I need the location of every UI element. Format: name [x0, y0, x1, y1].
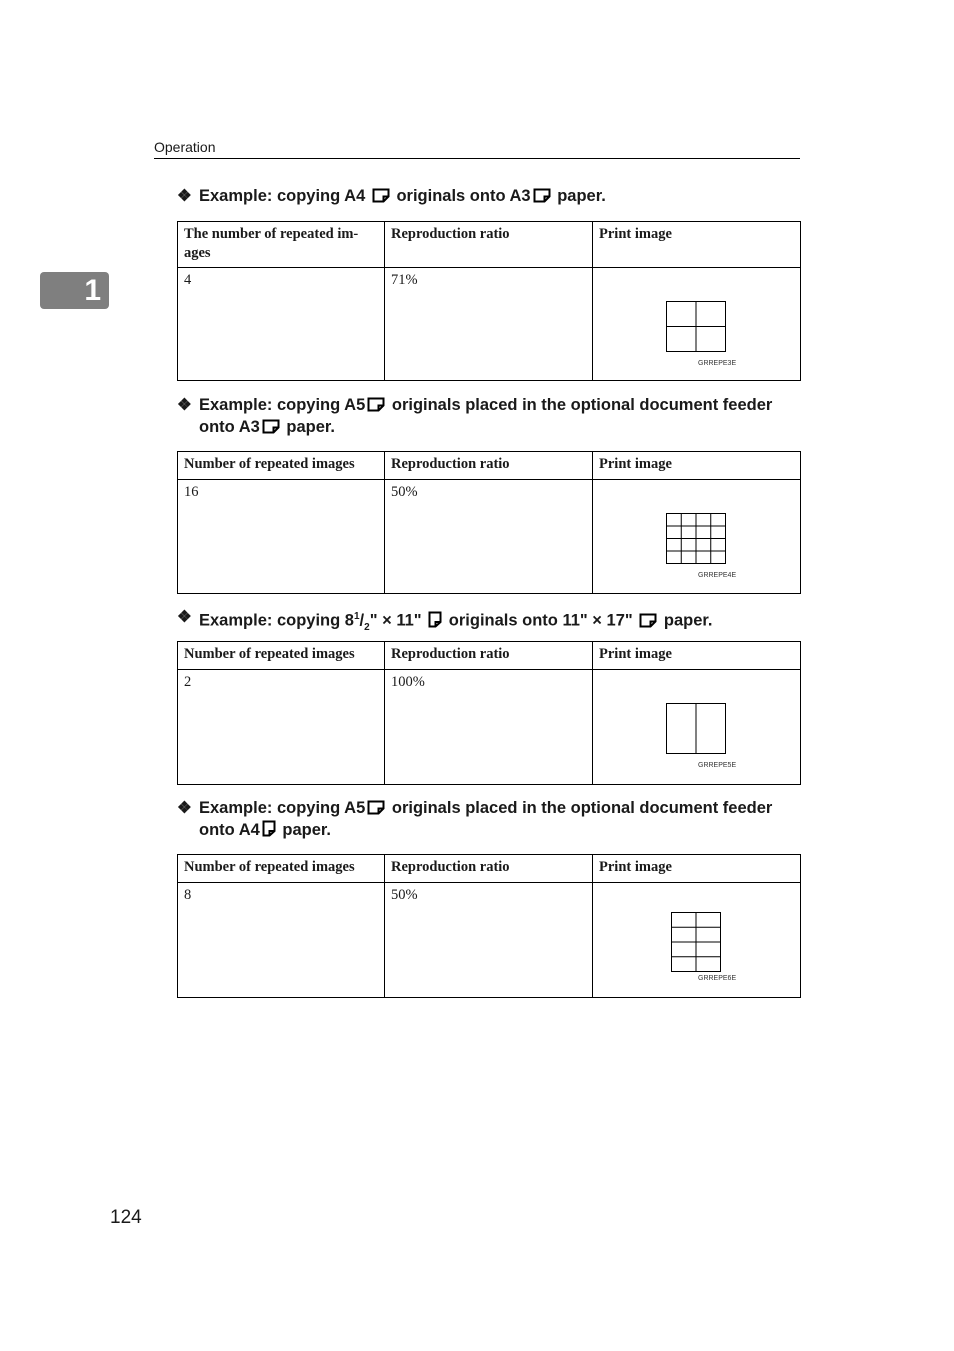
diamond-bullet-icon: ❖ [177, 799, 192, 817]
print-image-cell [593, 480, 801, 594]
example-table-4 [177, 854, 801, 998]
example-table-3 [177, 641, 801, 785]
column-header-print-image: Print image [593, 642, 801, 670]
column-header-print-image: Print image [593, 222, 801, 268]
section-title-3: ❖ Example: copying $8^1/_2$" × 11" originals onto 11" × 17" paper. [177, 608, 713, 633]
landscape-paper-icon [367, 397, 385, 412]
image-code: GRREPE6E [698, 975, 737, 982]
ratio-cell: 50% [385, 480, 593, 594]
portrait-paper-icon [262, 820, 276, 837]
landscape-paper-icon [367, 800, 385, 815]
chapter-number: 1 [84, 273, 101, 307]
column-header-ratio: Reproduction ratio [385, 452, 593, 480]
diamond-bullet-icon: ❖ [177, 396, 192, 414]
section-title-4: ❖ Example: copying A5 originals placed in the optional document feeder onto A4 paper. [177, 799, 773, 839]
page-number: 124 [110, 1207, 142, 1228]
column-header-number: Number of repeated images [178, 642, 385, 670]
ratio-cell: 71% [385, 268, 593, 381]
print-image-cell [593, 670, 801, 785]
running-header: Operation [154, 139, 216, 155]
landscape-paper-icon [372, 188, 390, 203]
number-cell: 2 [178, 670, 385, 785]
ratio-cell: 50% [385, 883, 593, 998]
image-code: GRREPE4E [698, 572, 737, 579]
portrait-paper-icon [428, 611, 442, 628]
table-row [178, 670, 801, 785]
table-row [178, 883, 801, 998]
diamond-bullet-icon: ❖ [177, 187, 192, 205]
column-header-print-image: Print image [593, 855, 801, 883]
section-title-2: ❖ Example: copying A5 originals placed in the optional document feeder onto A3 paper. [177, 396, 773, 436]
column-header-ratio: Reproduction ratio [385, 222, 593, 268]
chapter-tab [40, 272, 109, 309]
table-row [178, 268, 801, 381]
print-image-diagram [671, 912, 722, 973]
column-header-number: Number of repeated images [178, 855, 385, 883]
section-title-1: ❖ Example: copying A4 originals onto A3 paper. [177, 187, 606, 205]
print-image-diagram [666, 703, 727, 754]
example-table-1 [177, 221, 801, 381]
number-cell: 8 [178, 883, 385, 998]
diamond-bullet-icon: ❖ [177, 608, 192, 626]
column-header-ratio: Reproduction ratio [385, 855, 593, 883]
column-header-ratio: Reproduction ratio [385, 642, 593, 670]
header-rule [154, 158, 800, 159]
ratio-cell: 100% [385, 670, 593, 785]
image-code: GRREPE3E [698, 360, 737, 367]
number-cell: 4 [178, 268, 385, 381]
print-image-cell [593, 268, 801, 381]
image-code: GRREPE5E [698, 762, 737, 769]
landscape-paper-icon [639, 613, 657, 628]
column-header-print-image: Print image [593, 452, 801, 480]
table-row [178, 480, 801, 594]
example-table-2 [177, 451, 801, 594]
column-header-number: Number of repeated images [178, 452, 385, 480]
print-image-cell [593, 883, 801, 998]
number-cell: 16 [178, 480, 385, 594]
column-header-number: The number of repeated im-ages [178, 222, 385, 268]
print-image-diagram [666, 513, 727, 564]
landscape-paper-icon [262, 419, 280, 434]
landscape-paper-icon [533, 188, 551, 203]
print-image-diagram [666, 301, 727, 352]
